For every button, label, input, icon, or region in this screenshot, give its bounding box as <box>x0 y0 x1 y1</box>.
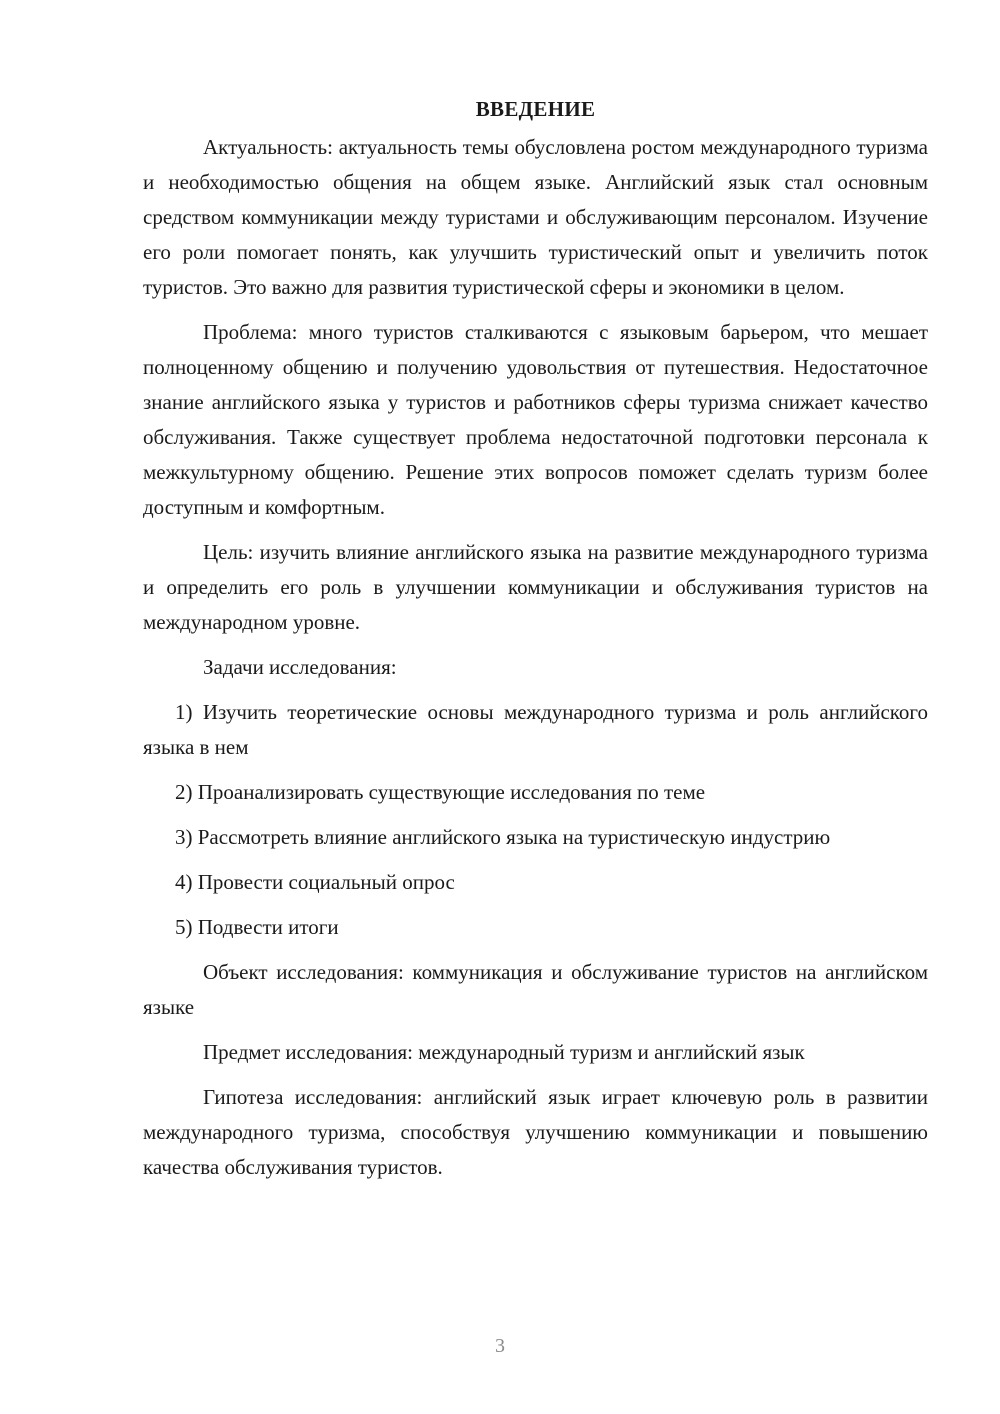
section-title: ВВЕДЕНИЕ <box>475 97 596 121</box>
paragraph-tasks-heading: Задачи исследования: <box>203 655 397 679</box>
task-item-2: 2) Проанализировать существующие исследования по теме <box>175 780 706 804</box>
paragraph-goal: Цель: изучить влияние английского языка на развитие международного туризма и определить его роль в улучшении коммуникации и обслуживания туристов на международном уровне. <box>143 540 928 634</box>
paragraph-hypothesis: Гипотеза исследования: английский язык играет ключевую роль в развитии международного туризма, способствуя улучшению коммуникации и повышению качества обслуживания туристов. <box>143 1085 928 1179</box>
document-page <box>143 92 928 1185</box>
paragraph-subject: Предмет исследования: международный туризм и английский язык <box>203 1040 805 1064</box>
paragraph-problem: Проблема: много туристов сталкиваются с языковым барьером, что мешает полноценному общению и получению удовольствия от путешествия. Недостаточное знание английского языка у туристов и работников сферы туризма снижает качество обслуживания. Также существует проблема недостаточной подготовки персонала к межкультурному общению. Решение этих вопросов поможет сделать туризм более доступным и комфортным. <box>143 320 928 519</box>
paragraph-relevance: Актуальность: актуальность темы обусловлена ростом международного туризма и необходимостью общения на общем языке. Английский язык стал основным средством коммуникации между туристами и обслуживающим персоналом. Изучение его роли помогает понять, как улучшить туристический опыт и увеличить поток туристов. Это важно для развития туристической сферы и экономики в целом. <box>143 135 928 299</box>
task-item-1: 1) Изучить теоретические основы международного туризма и роль английского языка в нем <box>143 700 928 759</box>
paragraph-object: Объект исследования: коммуникация и обслуживание туристов на английском языке <box>143 960 928 1019</box>
page-number: 3 <box>495 1335 505 1357</box>
task-item-3: 3) Рассмотреть влияние английского языка на туристическую индустрию <box>175 825 831 849</box>
task-item-5: 5) Подвести итоги <box>175 915 339 939</box>
task-item-4: 4) Провести социальный опрос <box>175 870 455 894</box>
